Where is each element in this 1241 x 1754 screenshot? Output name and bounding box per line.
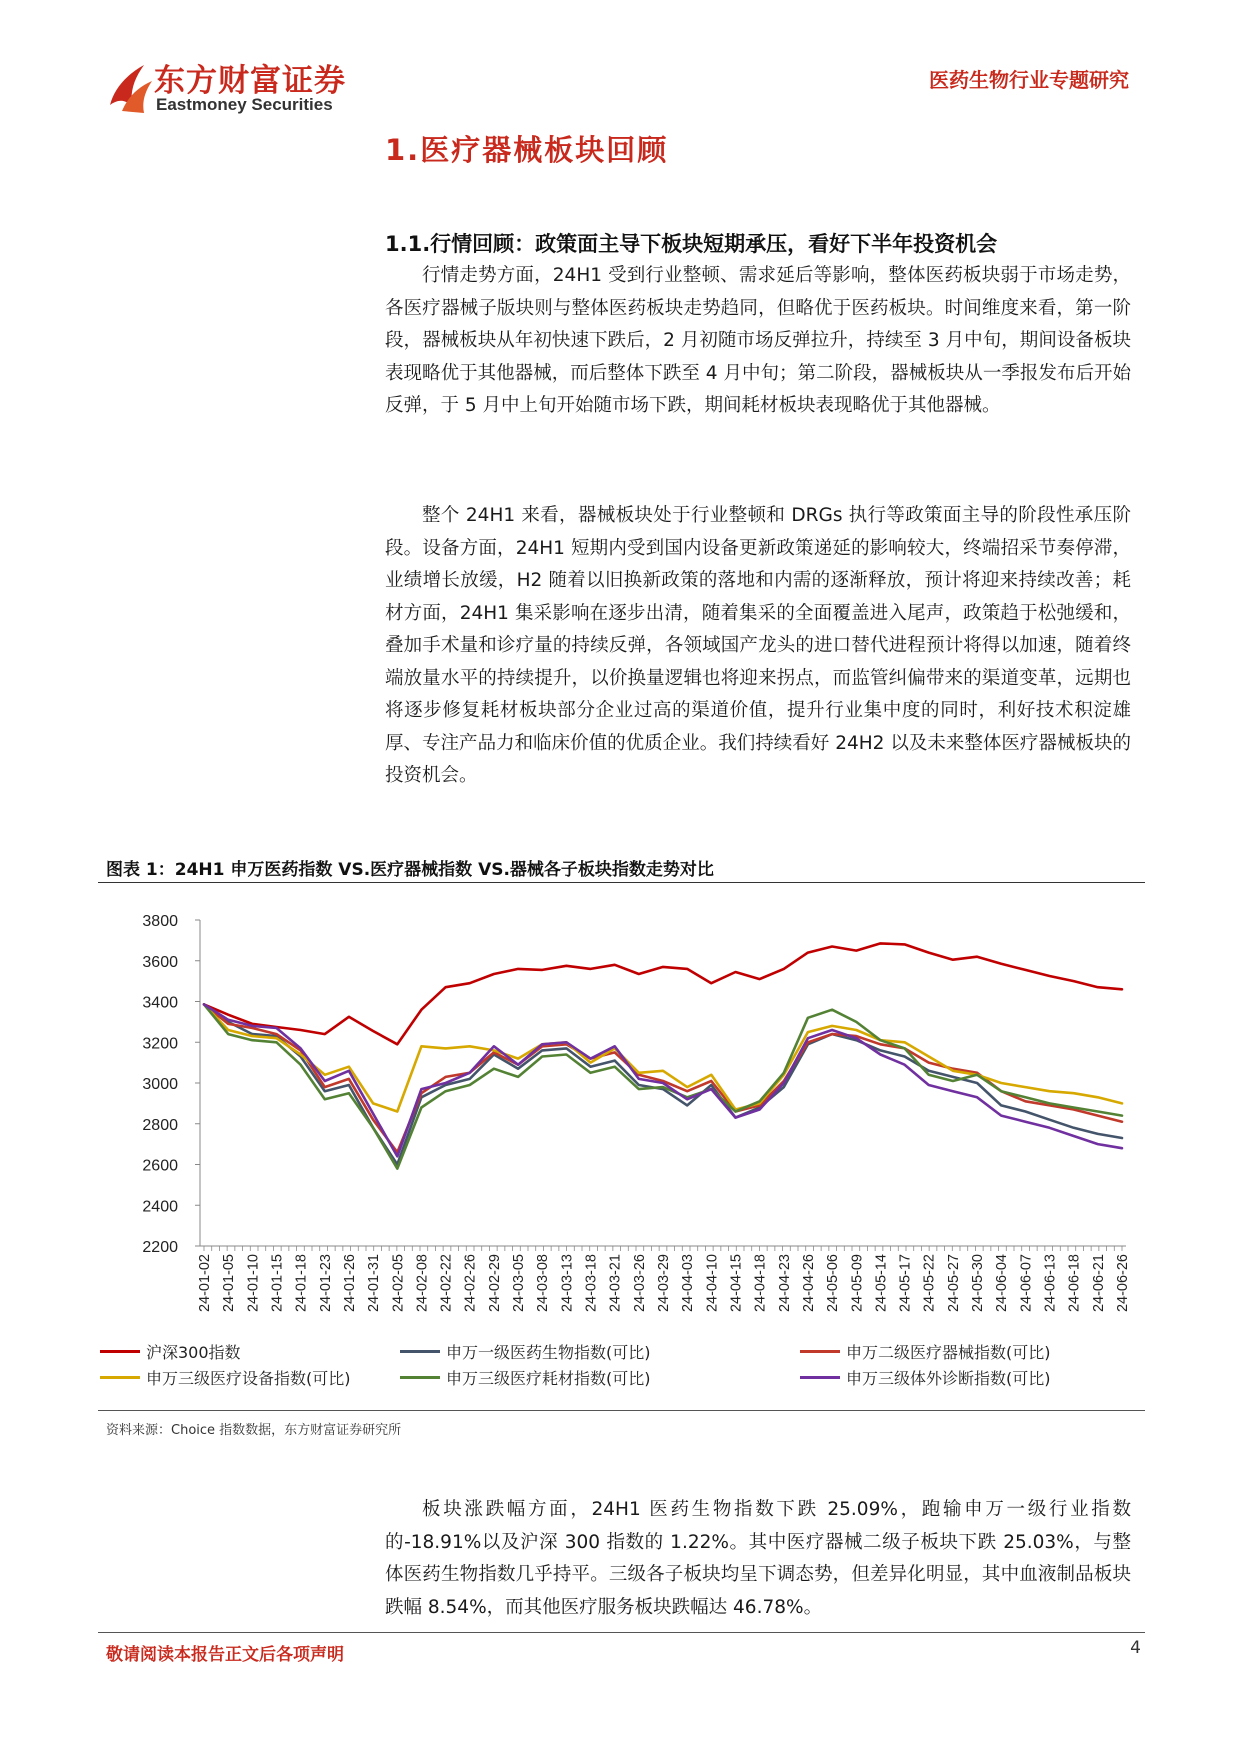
x-tick-label: 24-01-26 xyxy=(341,1254,358,1313)
x-tick-label: 24-05-17 xyxy=(897,1254,914,1313)
figure-source: 资料来源：Choice 指数数据，东方财富证券研究所 xyxy=(106,1423,402,1438)
paragraph-index-performance: 板块涨跌幅方面，24H1 医药生物指数下跌 25.09%，跑输申万一级行业指数的-18.91%以及沪深 300 指数的 1.22%。其中医疗器械二级子板块下跌 25.03%，与整体医药生物指数几乎持平。三级各子板块均呈下调态势，但差异化明显，其中血液制品板块跌幅 8.54%，而其他医疗服务板块跌幅达 46.78%。 xyxy=(385,1499,1131,1618)
y-tick-label: 2200 xyxy=(142,1239,178,1256)
legend-label: 申万三级体外诊断指数(可比) xyxy=(846,1369,1051,1388)
y-tick-label: 3800 xyxy=(142,913,178,930)
x-tick-label: 24-04-10 xyxy=(704,1254,721,1313)
disclaimer-note: 敬请阅读本报告正文后各项声明 xyxy=(106,1645,344,1665)
y-tick-label: 3400 xyxy=(142,994,178,1012)
legend-swatch xyxy=(400,1376,440,1379)
x-tick-label: 24-05-27 xyxy=(945,1254,962,1313)
x-tick-label: 24-01-10 xyxy=(245,1254,262,1313)
y-tick-label: 2400 xyxy=(142,1198,178,1216)
legend-label: 申万二级医疗器械指数(可比) xyxy=(846,1343,1051,1362)
x-tick-label: 24-04-23 xyxy=(776,1254,793,1313)
legend-swatch xyxy=(400,1350,440,1353)
x-tick-label: 24-05-06 xyxy=(825,1254,842,1313)
x-tick-label: 24-01-02 xyxy=(197,1254,213,1313)
x-tick-label: 24-06-18 xyxy=(1066,1254,1083,1313)
x-tick-label: 24-03-18 xyxy=(583,1254,600,1313)
y-tick-label: 3200 xyxy=(142,1035,178,1053)
legend-swatch xyxy=(100,1376,140,1379)
legend-label: 申万一级医药生物指数(可比) xyxy=(446,1343,651,1362)
legend-swatch xyxy=(800,1376,840,1379)
x-tick-label: 24-05-30 xyxy=(970,1254,987,1313)
x-tick-label: 24-05-14 xyxy=(873,1254,890,1313)
x-tick-label: 24-06-04 xyxy=(994,1254,1011,1313)
x-tick-label: 24-01-18 xyxy=(293,1254,310,1313)
x-tick-label: 24-02-08 xyxy=(414,1254,431,1313)
chart-legend xyxy=(100,1338,1140,1394)
x-tick-label: 24-04-18 xyxy=(752,1254,769,1313)
y-tick-label: 2600 xyxy=(142,1157,178,1175)
paragraph-policy-analysis: 整个 24H1 来看，器械板块处于行业整顿和 DRGs 执行等政策面主导的阶段性承压阶段。设备方面，24H1 短期内受到国内设备更新政策递延的影响较大，终端招采节奏停滞，业绩增长放缓，H2 随着以旧换新政策的落地和内需的逐渐释放，预计将迎来持续改善；耗材方面，24H1 集采影响在逐步出清，随着集采的全面覆盖进入尾声，政策趋于松弛缓和，叠加手术量和诊疗量的持续反弹，各领域国产龙头的进口替代进程预计将得以加速，随着终端放量水平的持续提升，以价换量逻辑也将迎来拐点，而监管纠偏带来的渠道变革，远期也将逐步修复耗材板块部分企业过高的渠道价值，提升行业集中度的同时，利好技术积淀雄厚、专注产品力和临床价值的优质企业。我们持续看好 24H2 以及未来整体医疗器械板块的投资机会。 xyxy=(385,505,1131,786)
logo-chinese-name: 东方财富证券 xyxy=(154,63,346,99)
x-tick-label: 24-06-13 xyxy=(1042,1254,1059,1313)
x-tick-label: 24-04-03 xyxy=(680,1254,697,1313)
x-tick-label: 24-06-21 xyxy=(1090,1254,1107,1313)
figure-title: 图表 1：24H1 申万医药指数 VS.医疗器械指数 VS.器械各子板块指数走势对比 xyxy=(106,860,714,880)
y-tick-label: 3000 xyxy=(142,1076,178,1093)
subsection-heading: 1.1.行情回顾：政策面主导下板块短期承压，看好下半年投资机会 xyxy=(385,232,998,256)
x-tick-label: 24-01-05 xyxy=(221,1254,238,1313)
x-tick-label: 24-03-05 xyxy=(511,1254,528,1313)
x-tick-label: 24-01-15 xyxy=(269,1254,286,1313)
x-tick-label: 24-04-26 xyxy=(800,1254,817,1313)
page-number: 4 xyxy=(1130,1638,1141,1658)
x-tick-label: 24-02-22 xyxy=(438,1254,455,1313)
x-tick-label: 24-05-22 xyxy=(921,1254,938,1313)
x-tick-label: 24-06-07 xyxy=(1018,1254,1035,1313)
x-tick-label: 24-05-09 xyxy=(849,1254,866,1313)
legend-swatch xyxy=(100,1350,140,1353)
company-logo xyxy=(104,55,364,121)
paragraph-market-review: 行情走势方面，24H1 受到行业整顿、需求延后等影响，整体医药板块弱于市场走势，各医疗器械子版块则与整体医药板块走势趋同，但略优于医药板块。时间维度来看，第一阶段，器械板块从年初快速下跌后，2 月初随市场反弹拉升，持续至 3 月中旬，期间设备板块表现略优于其他器械，而后整体下跌至 4 月中旬；第二阶段，器械板块从一季报发布后开始反弹，于 5 月中上旬开始随市场下跌，期间耗材板块表现略优于其他器械。 xyxy=(385,265,1131,416)
footer-rule xyxy=(98,1632,1145,1633)
y-tick-label: 2800 xyxy=(142,1116,178,1134)
line-chart-svg xyxy=(98,894,1145,1334)
eastmoney-logo-icon xyxy=(104,59,156,115)
x-tick-label: 24-03-29 xyxy=(656,1254,672,1313)
logo-english-name: Eastmoney Securities xyxy=(156,95,333,114)
section-heading: 1.医疗器械板块回顾 xyxy=(385,133,669,167)
legend-label: 沪深300指数 xyxy=(146,1343,241,1362)
figure-bottom-rule xyxy=(98,1410,1145,1411)
x-tick-label: 24-04-15 xyxy=(728,1254,745,1313)
y-tick-label: 3600 xyxy=(142,953,178,971)
x-tick-label: 24-03-08 xyxy=(535,1254,552,1313)
x-tick-label: 24-03-13 xyxy=(559,1254,576,1313)
legend-label: 申万三级医疗设备指数(可比) xyxy=(146,1369,351,1388)
x-tick-label: 24-02-26 xyxy=(462,1254,479,1313)
legend-label: 申万三级医疗耗材指数(可比) xyxy=(446,1369,651,1388)
document-type: 医药生物行业专题研究 xyxy=(929,68,1129,92)
x-tick-label: 24-03-26 xyxy=(631,1254,648,1313)
x-tick-label: 24-01-23 xyxy=(317,1254,334,1313)
x-tick-label: 24-03-21 xyxy=(607,1254,624,1313)
legend-swatch xyxy=(800,1350,840,1353)
x-tick-label: 24-01-31 xyxy=(366,1254,383,1313)
x-tick-label: 24-02-29 xyxy=(486,1254,503,1313)
x-tick-label: 24-06-26 xyxy=(1115,1254,1131,1313)
x-tick-label: 24-02-05 xyxy=(390,1254,407,1313)
series-line xyxy=(204,943,1122,1044)
figure-top-rule xyxy=(98,882,1145,883)
